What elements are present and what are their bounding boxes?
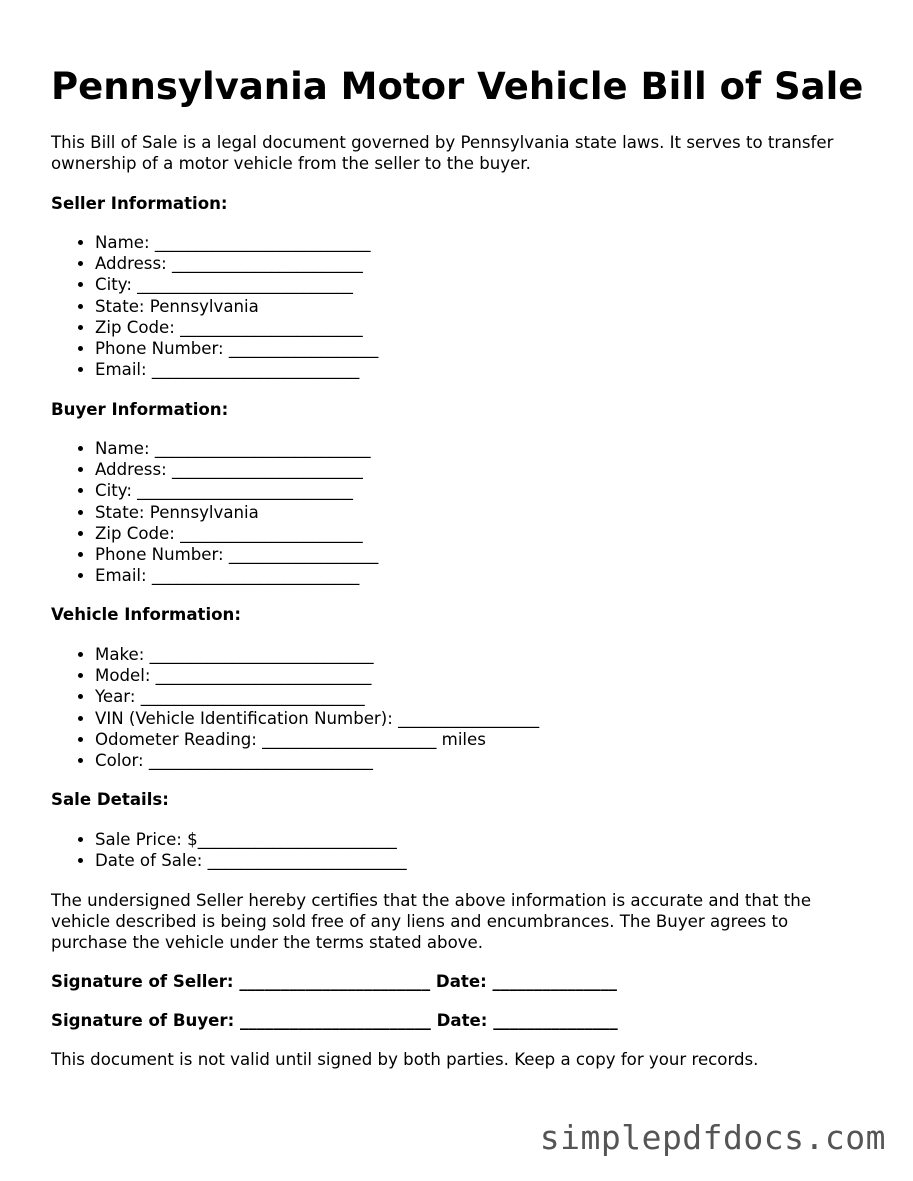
seller-phone-field: • Phone Number: __________________ (95, 338, 378, 359)
seller-address-field: • Address: _______________________ (95, 253, 378, 274)
seller-name-field: • Name: __________________________ (95, 232, 378, 253)
vehicle-make-field: • Make: ___________________________ (95, 644, 539, 665)
vehicle-vin-field: • VIN (Vehicle Identification Number): _________________ (95, 708, 539, 729)
buyer-name-field: • Name: __________________________ (95, 438, 378, 459)
document-title: Pennsylvania Motor Vehicle Bill of Sale (51, 65, 864, 108)
intro-paragraph: This Bill of Sale is a legal document governed by Pennsylvania state laws. It serves to transfer ownership of a motor vehicle from the seller to the buyer. (51, 133, 834, 174)
seller-heading: Seller Information: (51, 194, 228, 213)
vehicle-odometer-field: • Odometer Reading: _____________________ miles (95, 729, 539, 750)
certification-paragraph: The undersigned Seller hereby certifies that the above information is accurate and that the vehicle described is being sold free of any liens and encumbrances. The Buyer agrees to purchase the vehicle under the terms stated above. (51, 891, 812, 953)
buyer-heading: Buyer Information: (51, 400, 229, 419)
sale-fields-list (51, 829, 407, 871)
watermark: simplepdfdocs.com (539, 1118, 886, 1157)
sale-price-field: • Sale Price: $________________________ (95, 829, 407, 850)
buyer-fields-list (51, 438, 378, 586)
buyer-signature-line: Signature of Buyer: _______________________ Date: _______________ (51, 1011, 618, 1030)
seller-signature-line: Signature of Seller: _______________________ Date: _______________ (51, 972, 617, 991)
buyer-phone-field: • Phone Number: __________________ (95, 544, 378, 565)
vehicle-fields-list (51, 644, 539, 771)
seller-email-field: • Email: _________________________ (95, 359, 378, 380)
buyer-city-field: • City: __________________________ (95, 480, 378, 501)
validity-note: This document is not valid until signed by both parties. Keep a copy for your records. (51, 1050, 759, 1069)
buyer-state-field: • State: Pennsylvania (95, 502, 378, 523)
seller-state-field: • State: Pennsylvania (95, 296, 378, 317)
seller-city-field: • City: __________________________ (95, 274, 378, 295)
seller-zip-field: • Zip Code: ______________________ (95, 317, 378, 338)
buyer-address-field: • Address: _______________________ (95, 459, 378, 480)
vehicle-color-field: • Color: ___________________________ (95, 750, 539, 771)
buyer-zip-field: • Zip Code: ______________________ (95, 523, 378, 544)
vehicle-year-field: • Year: ___________________________ (95, 686, 539, 707)
vehicle-heading: Vehicle Information: (51, 605, 241, 624)
seller-fields-list (51, 232, 378, 380)
buyer-email-field: • Email: _________________________ (95, 565, 378, 586)
vehicle-model-field: • Model: __________________________ (95, 665, 539, 686)
sale-date-field: • Date of Sale: ________________________ (95, 850, 407, 871)
sale-heading: Sale Details: (51, 790, 169, 809)
